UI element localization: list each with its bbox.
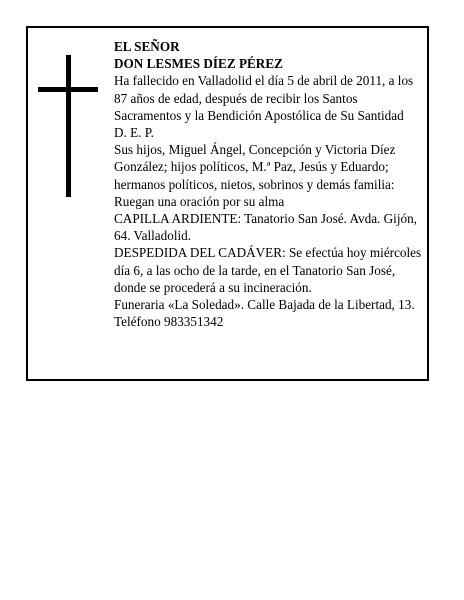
obituary-notice: [26, 26, 429, 381]
death-announcement: Ha fallecido en Valladolid el día 5 de abril de 2011, a los 87 años de edad, después de recibir los Santos Sacramentos y la Bendición Apostólica de Su Santidad: [114, 73, 414, 123]
cross-vertical-bar: [66, 55, 71, 197]
notice-title: EL SEÑOR: [114, 39, 180, 54]
chapel-info: CAPILLA ARDIENTE: Tanatorio San José. Avda. Gijón, 64. Valladolid.: [114, 211, 417, 244]
prayer-request: Ruegan una oración por su alma: [114, 193, 285, 209]
funeral-home-info: Funeraria «La Soledad». Calle Bajada de la Libertad, 13. Teléfono 983351342: [114, 297, 415, 330]
deceased-name: DON LESMES DÍEZ PÉREZ: [114, 56, 283, 72]
farewell-info: DESPEDIDA DEL CADÁVER: Se efectúa hoy miércoles día 6, a las ocho de la tarde, en el Tanatorio San José, donde se procederá a su incineración.: [114, 245, 422, 295]
notice-text: [114, 38, 426, 330]
cross-icon: [38, 55, 98, 197]
family-list: Sus hijos, Miguel Ángel, Concepción y Victoria Díez González; hijos políticos, M.ª Paz, Jesús y Eduardo; hermanos políticos, nietos, sobrinos y demás familia:: [114, 142, 396, 192]
rest-in-peace: D. E. P.: [114, 125, 154, 141]
cross-horizontal-bar: [38, 87, 98, 92]
